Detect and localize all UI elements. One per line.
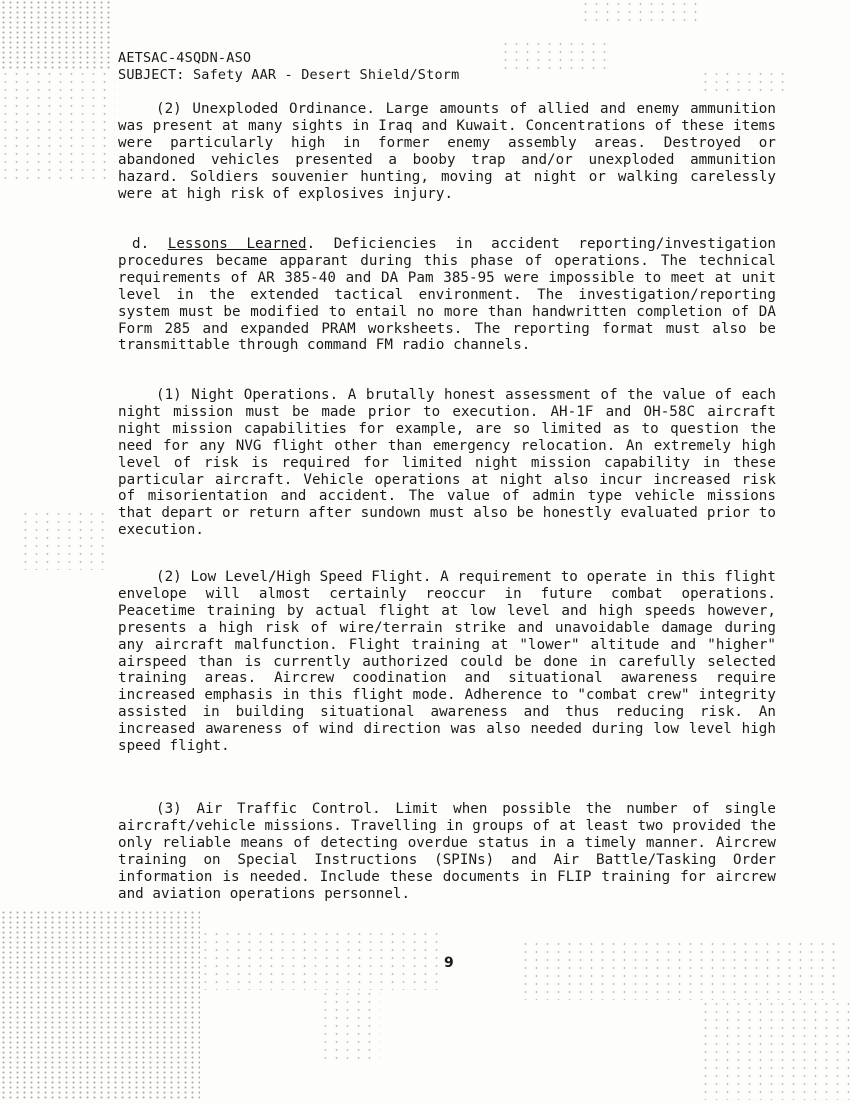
page-number: 9 xyxy=(444,955,454,971)
scan-noise xyxy=(500,40,610,70)
section-label: d. xyxy=(132,236,150,252)
paragraph-unexploded-ordnance: (2) Unexploded Ordinance. Large amounts of allied and enemy ammunition was present at many sights in Iraq and Kuwait. Concentrations of these items were particularly high in former enemy assembly areas. Destroyed or abandoned vehicles presented a booby trap and/or unexploded ammunition hazard. Soldiers souvenier hunting, moving at night or walking carelessly were at high risk of explosives injury. xyxy=(118,101,776,202)
section-title: Lessons Learned xyxy=(167,236,307,252)
scan-noise xyxy=(0,70,115,180)
paragraph-air-traffic-control: (3) Air Traffic Control. Limit when possible the number of single aircraft/vehicle missions. Travelling in groups of at least two provided the only reliable means of detecting overdue status in a timely manner. Aircrew training on Special Instructions (SPINs) and Air Battle/Tasking Order information is needed. Include these documents in FLIP training for aircrew and aviation operations personnel. xyxy=(118,801,776,902)
scan-noise xyxy=(0,0,110,70)
memo-header xyxy=(118,50,459,84)
scan-noise xyxy=(200,930,440,990)
paragraph-low-level-flight: (2) Low Level/High Speed Flight. A requirement to operate in this flight envelope will almost certainly reoccur in future combat operations. Peacetime training by actual flight at low level and high speeds however, presents a high risk of wire/terrain strike and unavoidable damage during any aircraft malfunction. Flight training at "lower" altitude and "higher" airspeed than is currently authorized could be done in carefully selected training areas. Aircrew coodination and situational awareness require increased emphasis in this flight mode. Adherence to "combat crew" integrity assisted in building situational awareness and thus reducing risk. An increased awareness of wind direction was also needed during low level high speed flight. xyxy=(118,569,776,755)
scan-noise xyxy=(0,910,200,1100)
scan-noise xyxy=(320,990,380,1060)
scan-noise xyxy=(700,1000,850,1100)
scan-noise xyxy=(520,940,840,1000)
subject-line: SUBJECT: Safety AAR - Desert Shield/Storm xyxy=(118,67,460,83)
scan-noise xyxy=(580,0,700,25)
office-symbol: AETSAC-4SQDN-ASO xyxy=(118,50,252,66)
paragraph-night-operations: (1) Night Operations. A brutally honest assessment of the value of each night mission must be made prior to execution. AH-1F and OH-58C aircraft night mission capabilities for example, are so limited as to question the need for any NVG flight other than emergency relocation. An extremely high level of risk is required for limited night mission capability in these particular aircraft. Vehicle operations at night also incur increased risk of misorientation and accident. The value of admin type vehicle missions that depart or return after sundown must also be honestly evaluated prior to execution. xyxy=(118,387,776,539)
section-body: . Deficiencies in accident reporting/investigation procedures became apparant during this phase of operations. The technical requirements of AR 385-40 and DA Pam 385-95 were impossible to meet at unit level in the extended tactical environment. The investigation/reporting system must be modified to entail no more than handwritten completion of DA Form 285 and expanded PRAM worksheets. The reporting format must also be transmittable through command FM radio channels. xyxy=(118,236,777,354)
paragraph-lessons-learned xyxy=(118,236,776,354)
scan-noise xyxy=(20,510,110,570)
scan-noise xyxy=(700,70,790,95)
